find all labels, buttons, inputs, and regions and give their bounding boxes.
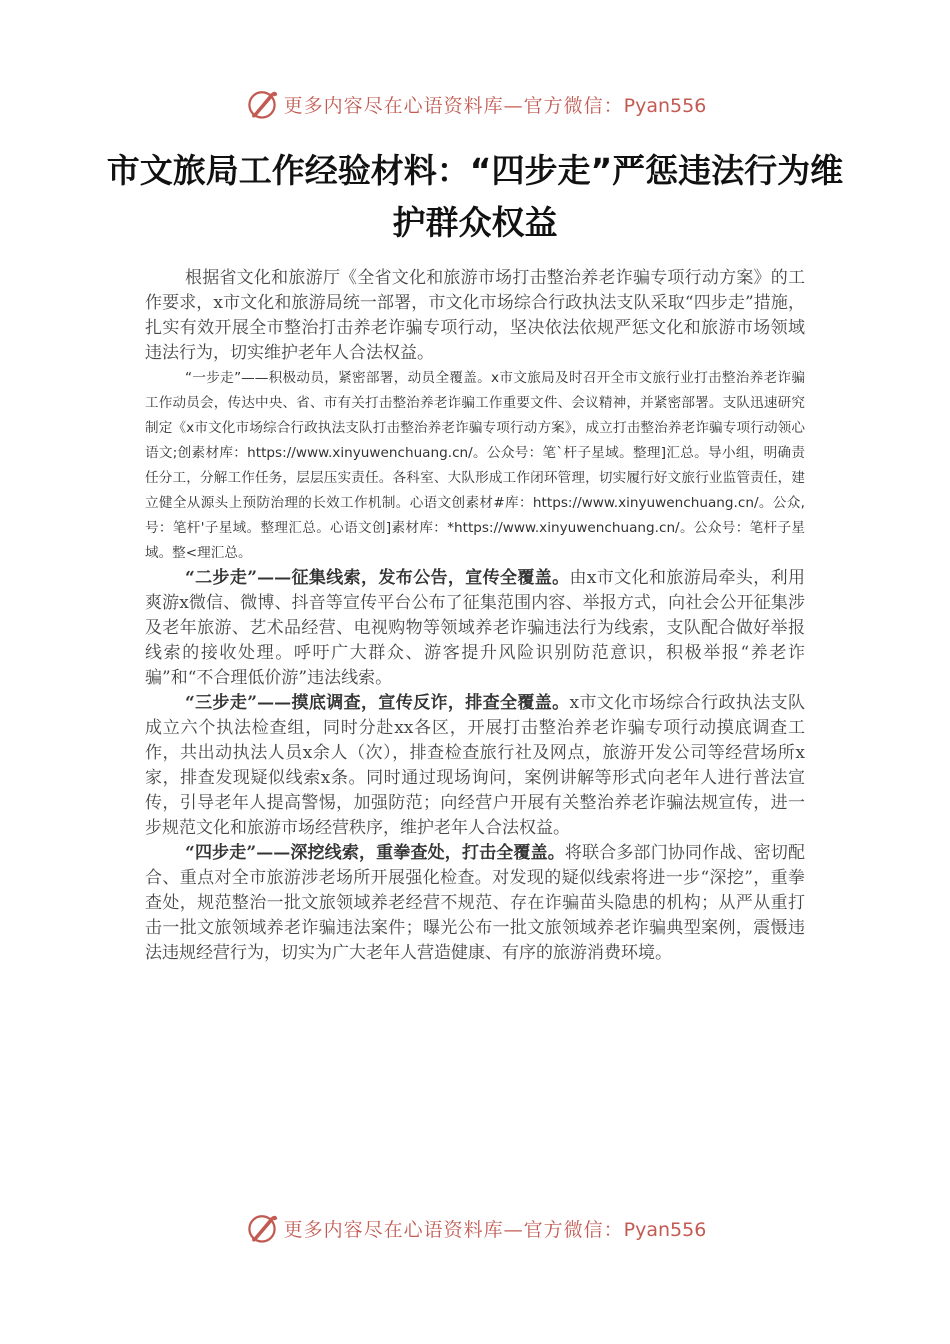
paragraph-step-two bbox=[145, 566, 805, 691]
step-four-heading: “四步走”——深挖线索，重拳查处，打击全覆盖。 bbox=[185, 843, 565, 863]
header-banner bbox=[0, 84, 950, 124]
step-four-text: 将联合多部门协同作战、密切配合、重点对全市旅游涉老场所开展强化检查。对发现的疑似线索将进一步“深挖”，重拳查处，规范整治一批文旅领域养老经营不规范、存在诈骗苗头隐患的机构；从严从重打击一批文旅领域养老诈骗违法案件；曝光公布一批文旅领域养老诈骗典型案例，震慑违法违规经营行为，切实为广大老年人营造健康、有序的旅游消费环境。 bbox=[145, 843, 806, 963]
quill-logo-icon bbox=[244, 1210, 280, 1246]
paragraph-step-one: “一步走”——积极动员，紧密部署，动员全覆盖。x市文旅局及时召开全市文旅行业打击整治养老诈骗工作动员会，传达中央、省、市有关打击整治养老诈骗工作重要文件、会议精神，并紧密部署。支队迅速研究制定《x市文化市场综合行政执法支队打击整治养老诈骗专项行动方案》，成立打击整治养老诈骗专项行动领心语文;创素材库：https://www.xinyuwenchuang.cn/。公众号：笔`杆子星域。整理]汇总。导小组，明确责任分工，分解工作任务，层层压实责任。各科室、大队形成工作闭环管理，切实履行好文旅行业监管责任，建立健全从源头上预防治理的长效工作机制。心语文创素材#库：https://www.xinyuwenchuang.cn/。公众,号：笔杆'子星域。整理汇总。心语文创]素材库：*https://www.xinyuwenchuang.cn/。公众号：笔杆子星域。整<理汇总。 bbox=[145, 370, 805, 561]
paragraph-step-three bbox=[145, 691, 805, 841]
page-title: 市文旅局工作经验材料：“四步走”严惩违法行为维护群众权益 bbox=[106, 151, 844, 242]
step-three-heading: “三步走”——摸底调查，宣传反诈，排查全覆盖。 bbox=[185, 693, 570, 713]
paragraph-step-four bbox=[145, 841, 805, 966]
document-body bbox=[145, 266, 805, 966]
quill-logo-icon bbox=[244, 86, 280, 122]
step-two-text: 由x市文化和旅游局牵头，利用爽游x微信、微博、抖音等宣传平台公布了征集范围内容、举报方式，向社会公开征集涉及老年旅游、艺术品经营、电视购物等领域养老诈骗违法行为线索，支队配合做好举报线索的接收处理。呼吁广大群众、游客提升风险识别防范意识，积极举报“养老诈骗”和“不合理低价游”违法线索。 bbox=[145, 568, 805, 688]
banner-text: 更多内容尽在心语资料库—官方微信：Pyan556 bbox=[283, 94, 707, 117]
banner-text: 更多内容尽在心语资料库—官方微信：Pyan556 bbox=[283, 1218, 707, 1241]
footer-banner bbox=[0, 1208, 950, 1248]
step-three-text: x市文化市场综合行政执法支队成立六个执法检查组，同时分赴xx各区，开展打击整治养老诈骗专项行动摸底调查工作，共出动执法人员x余人（次），排查检查旅行社及网点，旅游开发公司等经营场所x家，排查发现疑似线索x条。同时通过现场询问，案例讲解等形式向老年人进行普法宣传，引导老年人提高警惕，加强防范；向经营户开展有关整治养老诈骗法规宣传，进一步规范文化和旅游市场经营秩序，维护老年人合法权益。 bbox=[145, 693, 805, 838]
paragraph-intro: 根据省文化和旅游厅《全省文化和旅游市场打击整治养老诈骗专项行动方案》的工作要求，x市文化和旅游局统一部署，市文化市场综合行政执法支队采取“四步走”措施，扎实有效开展全市整治打击养老诈骗专项行动，坚决依法依规严惩文化和旅游市场领域违法行为，切实维护老年人合法权益。 bbox=[145, 268, 805, 363]
step-two-heading: “二步走”——征集线索，发布公告，宣传全覆盖。 bbox=[185, 568, 570, 588]
